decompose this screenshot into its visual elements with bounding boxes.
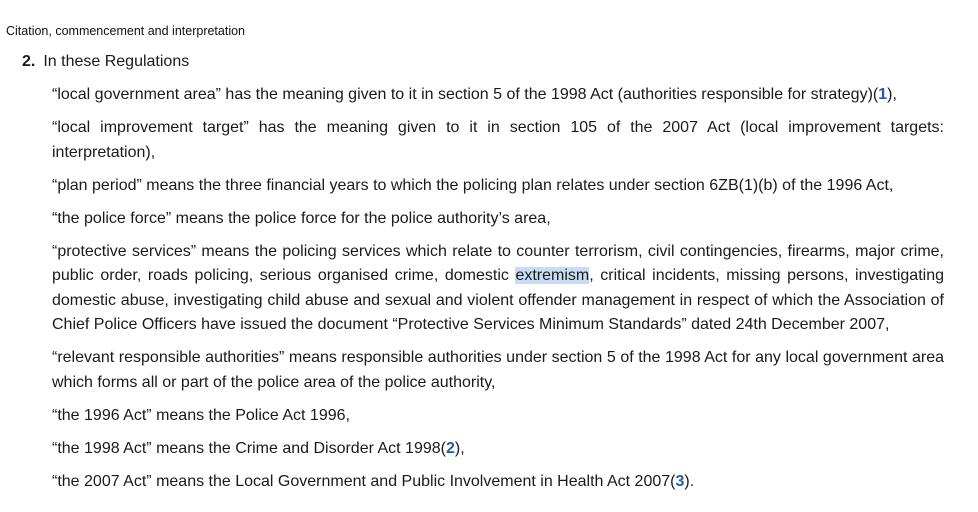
definition-2007-act <box>52 470 944 495</box>
section-heading: Citation, commencement and interpretation <box>6 24 246 38</box>
definition-police-force: “the police force” means the police force for the police authority’s area, <box>52 209 551 227</box>
definition-text: “the 1998 Act” means the Crime and Disorder Act 1998( <box>52 439 446 457</box>
definition-1996-act: “the 1996 Act” means the Police Act 1996, <box>52 406 350 424</box>
definition-text: , critical incidents, missing persons, investigating domestic abuse, investigating child abuse and sexual and violent offender management in respect of which the Association of Chief Police Officers have issued the document “Protective Services Minimum Standards” dated 24th December 2007, <box>52 267 944 333</box>
footnote-link-1[interactable]: 1 <box>878 86 888 103</box>
definition-text: ), <box>887 86 897 103</box>
definition-local-improvement-target: “local improvement target” has the meaning given to it in section 105 of the 2007 Act (local improvement targets: interpretation), <box>52 119 944 161</box>
definitions-list <box>52 83 944 503</box>
definition-text: “protective services” means the policing services which relate to counter terrorism, civil contingencies, firearms, major crime, public order, roads policing, serious organised crime, domestic <box>52 242 944 284</box>
footnote-link-2[interactable]: 2 <box>445 439 455 457</box>
definition-text: “the 2007 Act” means the Local Government and Public Involvement in Health Act 2007( <box>52 472 676 490</box>
footnote-link-3[interactable]: 3 <box>675 472 685 490</box>
definition-1998-act <box>52 437 944 462</box>
definition-text: ). <box>684 472 695 490</box>
definition-local-government-area <box>52 83 944 108</box>
regulation-number: 2. <box>22 53 36 70</box>
definition-text: ), <box>454 439 465 457</box>
regulation-intro-text: In these Regulations <box>43 53 190 70</box>
definition-text: “local government area” has the meaning given to it in section 5 of the 1998 Act (authorities responsible for strategy)( <box>52 86 879 103</box>
definition-plan-period: “plan period” means the three financial years to which the policing plan relates under section 6ZB(1)(b) of the 1996 Act, <box>52 176 894 194</box>
definition-protective-services <box>52 240 944 338</box>
highlighted-word[interactable]: extremism <box>515 267 590 284</box>
definition-relevant-responsible-authorities: “relevant responsible authorities” means responsible authorities under section 5 of the 1998 Act for any local government area which forms all or part of the police area of the police authority, <box>52 349 944 391</box>
regulation-intro <box>22 53 189 71</box>
